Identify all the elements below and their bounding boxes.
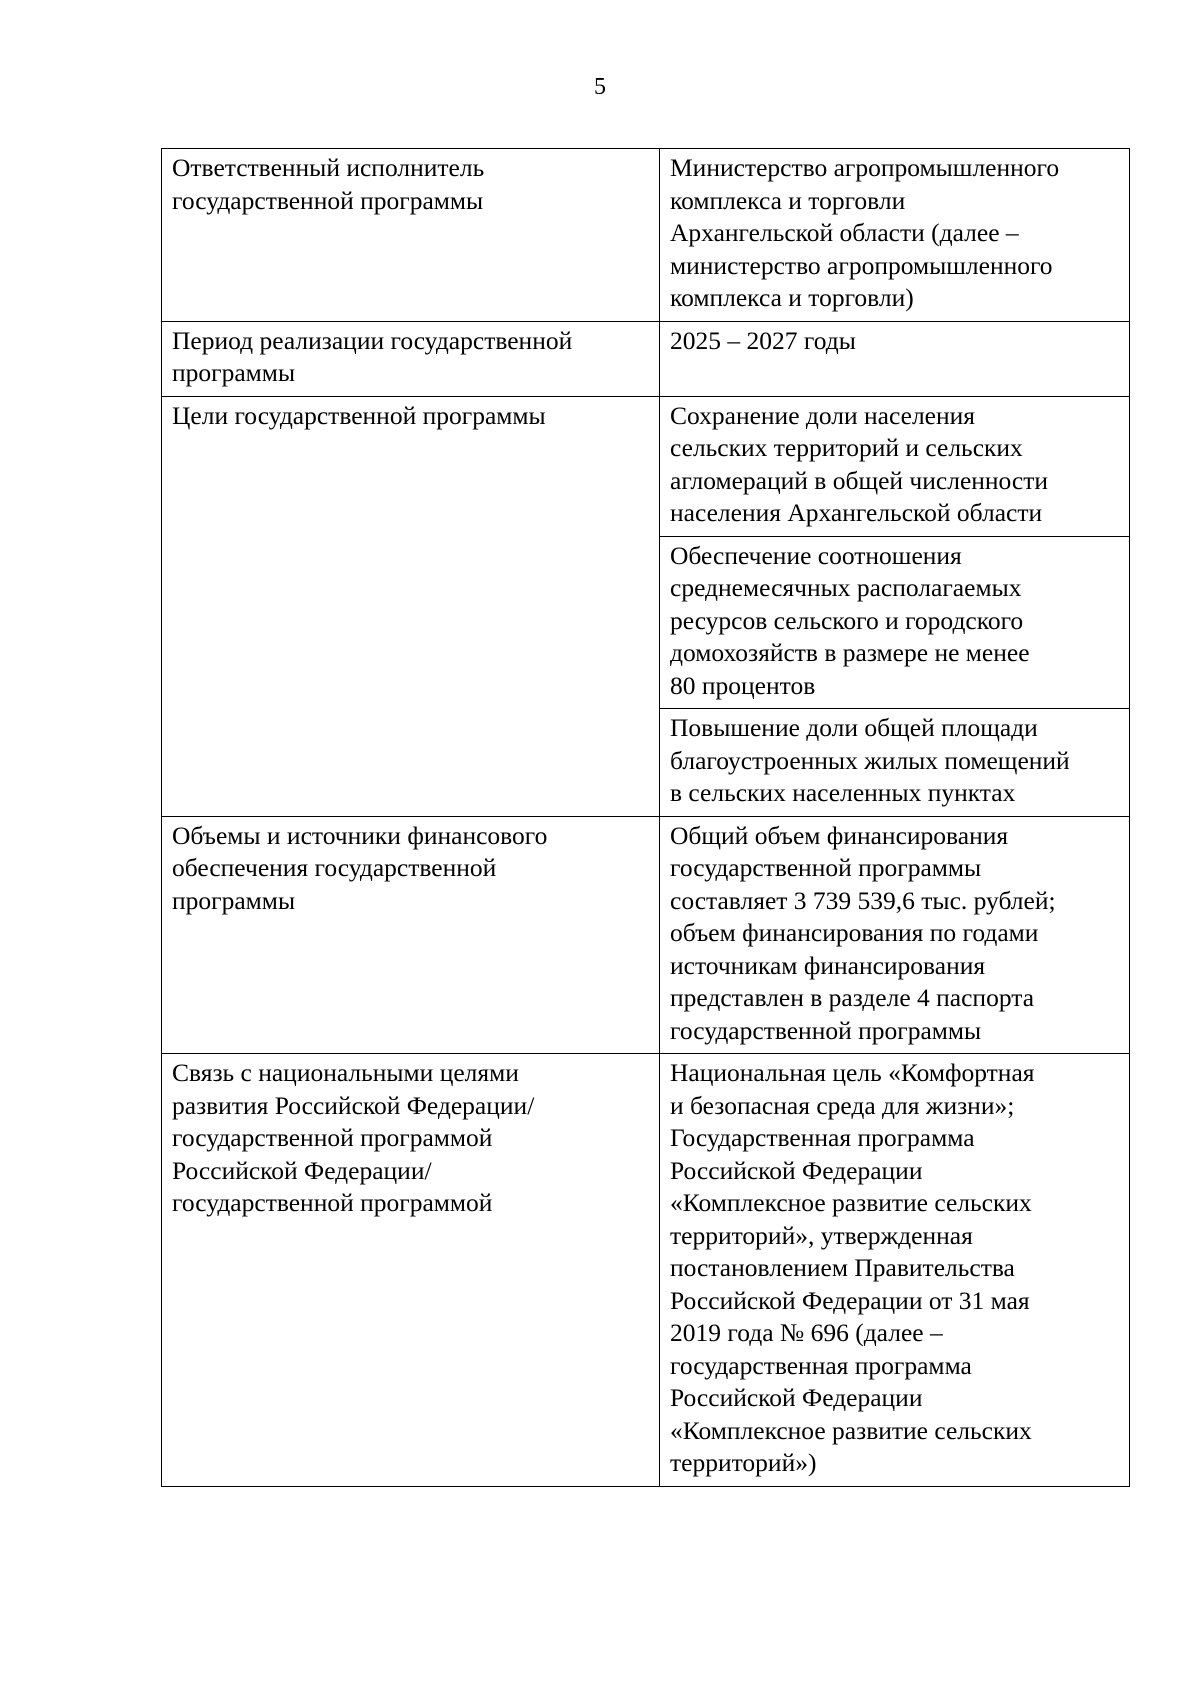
row-label-cell	[162, 1054, 660, 1487]
implementation-period-value: 2025 – 2027 годы	[670, 325, 856, 355]
row-label-cell	[162, 149, 660, 322]
row-value-cell	[660, 1054, 1130, 1487]
responsible-executor-label: Ответственный исполнитель государственной программы	[172, 153, 485, 215]
table-row-implementation-period	[162, 321, 1130, 396]
national-goals-label: Связь с национальными целями развития Российской Федерации/ государственной программой Российской Федерации/ государственной программой	[172, 1058, 535, 1217]
implementation-period-label: Период реализации государственной программы	[172, 325, 573, 387]
table-row-national-goals	[162, 1054, 1130, 1487]
table-row-responsible-executor	[162, 149, 1130, 322]
program-goal-1: Сохранение доли населения сельских территорий и сельских агломераций в общей численности населения Архангельской области	[670, 400, 1049, 527]
program-goals-label: Цели государственной программы	[172, 400, 546, 430]
row-label-cell	[162, 321, 660, 396]
row-value-cell	[660, 536, 1130, 709]
page-number: 5	[594, 74, 606, 100]
table-row-financing	[162, 816, 1130, 1054]
table-row-goal-1	[162, 396, 1130, 536]
row-value-cell	[660, 149, 1130, 322]
responsible-executor-value: Министерство агропромышленного комплекса и торговли Архангельской области (далее – министерство агропромышленного комплекса и торговли)	[670, 153, 1060, 312]
program-goal-2: Обеспечение соотношения среднемесячных располагаемых ресурсов сельского и городского домохозяйств в размере не менее 80 процентов	[670, 540, 1030, 700]
row-value-cell	[660, 321, 1130, 396]
row-label-cell	[162, 816, 660, 1054]
row-value-cell	[660, 709, 1130, 817]
national-goals-value: Национальная цель «Комфортная и безопасная среда для жизни»; Государственная программа Российской Федерации «Комплексное развитие сельских территорий», утвержденная постановлением Правительства Российской Федерации от 31 мая 2019 года № 696 (далее – государственная программа Российской Федерации «Комплексное развитие сельских территорий»)	[670, 1058, 1035, 1477]
financing-label: Объемы и источники финансового обеспечения государственной программы	[172, 820, 548, 915]
row-label-cell	[162, 396, 660, 816]
program-passport-table	[161, 148, 1130, 1487]
program-goal-3: Повышение доли общей площади благоустроенных жилых помещений в сельских населенных пунктах	[670, 713, 1070, 807]
financing-value: Общий объем финансирования государственной программы составляет 3 739 539,6 тыс. рублей; объем финансирования по годами источникам финансирования представлен в разделе 4 паспорта государственной программы	[670, 820, 1056, 1045]
row-value-cell	[660, 816, 1130, 1054]
row-value-cell	[660, 396, 1130, 536]
